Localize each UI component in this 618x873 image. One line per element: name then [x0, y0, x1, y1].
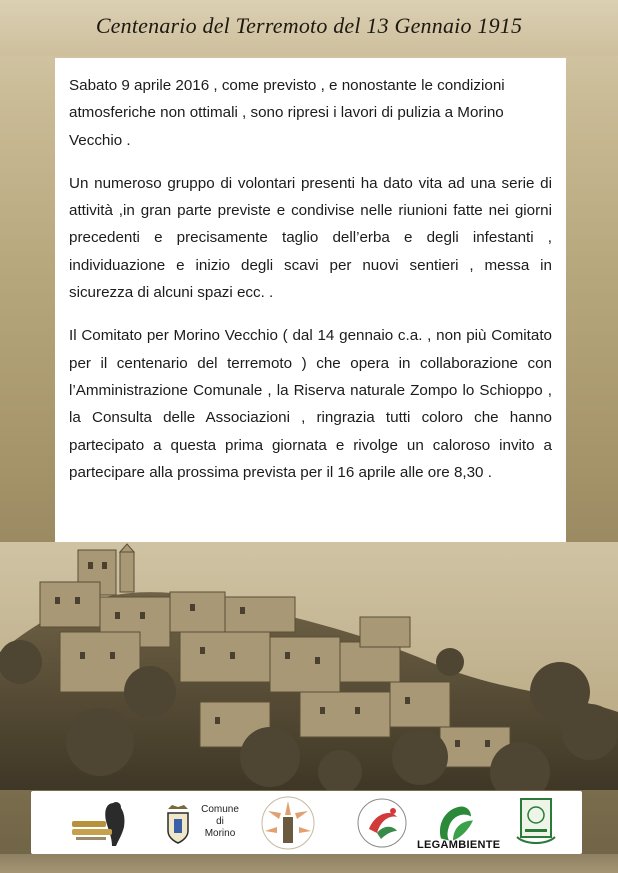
- article-paragraph-1: Sabato 9 aprile 2016 , come previsto , e nonostante le condizioni atmosferiche non ottimali , sono ripresi i lavori di pulizia a Morino Vecchio .: [69, 77, 505, 149]
- partner-logos-strip: [31, 791, 582, 854]
- zompo-lo-schioppo-logo: [66, 791, 136, 854]
- comune-label-line2: di: [216, 816, 224, 827]
- comune-label: [195, 804, 245, 840]
- article-panel: [55, 58, 566, 542]
- article-paragraph-2: Un numeroso gruppo di volontari presenti ha dato vita ad una serie di attività ,in gran parte previste e condivise nelle riunioni fatte nei giorni precedenti e precisamente taglio dell’erba e degli infestanti , individuazione e inizio degli scavi per nuovi sentieri , messa in sicurezza di alcuni spazi ecc. .: [69, 174, 552, 302]
- village-illustration: [0, 542, 618, 790]
- consulta-associazioni-logo: [347, 791, 417, 854]
- village-photo: [0, 542, 618, 790]
- article-paragraph-3: Il Comitato per Morino Vecchio ( dal 14 gennaio c.a. , non più Comitato per il centenario del terremoto ) che opera in collaborazione con l’Amministrazione Comunale , la Riserva naturale Zompo lo Schioppo , la Consulta delle Associazioni , ringrazia tutti coloro che hanno partecipato a questa prima giornata e rivolge un caloroso invito a partecipare alla prossima prevista per il 16 aprile alle ore 8,30 .: [69, 327, 552, 481]
- legambiente-label: LEGAMBIENTE: [417, 839, 501, 851]
- page-title: Centenario del Terremoto del 13 Gennaio 1915: [95, 13, 523, 38]
- bottom-ground: [0, 854, 618, 873]
- comune-morino-crest: [160, 791, 196, 854]
- comune-label-line1: Comune: [201, 804, 239, 815]
- association-emblem-logo: [511, 791, 561, 854]
- comitato-centenario-logo: [253, 791, 323, 854]
- comune-label-line3: Morino: [204, 828, 236, 839]
